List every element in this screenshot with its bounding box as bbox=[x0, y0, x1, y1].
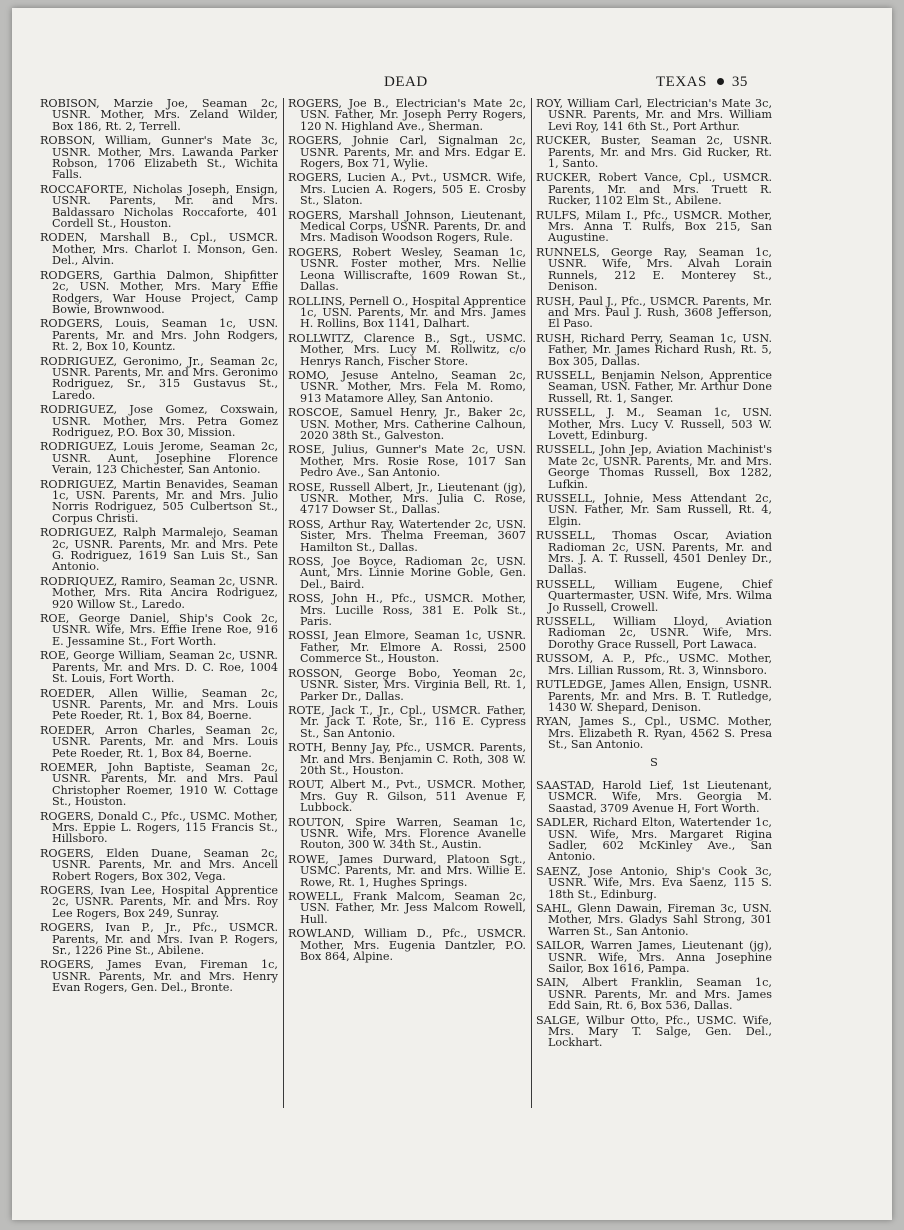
list-entry: SAENZ, Jose Antonio, Ship's Cook 3c, USNR. Wife, Mrs. Eva Saenz, 115 S. 18th St., Edinburg. bbox=[536, 864, 772, 901]
list-entry: ROSSI, Jean Elmore, Seaman 1c, USNR. Father, Mr. Elmore A. Rossi, 2500 Commerce St., Houston. bbox=[288, 629, 526, 666]
list-entry: ROSS, John H., Pfc., USMCR. Mother, Mrs. Lucille Ross, 381 E. Polk St., Paris. bbox=[288, 592, 526, 629]
list-entry: RODGERS, Louis, Seaman 1c, USN. Parents, Mr. and Mrs. John Rodgers, Rt. 2, Box 10, Kountz. bbox=[40, 317, 278, 354]
list-entry: ROSE, Julius, Gunner's Mate 2c, USN. Mother, Mrs. Rosie Rose, 1017 San Pedro Ave., San Antonio. bbox=[288, 443, 526, 480]
list-entry: ROE, George Daniel, Ship's Cook 2c, USNR. Wife, Mrs. Effie Irene Roe, 916 E. Jessamine St., Fort Worth. bbox=[40, 612, 278, 648]
list-entry: ROSCOE, Samuel Henry, Jr., Baker 2c, USN. Mother, Mrs. Catherine Calhoun, 2020 38th St., Galveston. bbox=[288, 406, 526, 442]
section-letter: S bbox=[650, 754, 658, 769]
list-entry: ROEDER, Allen Willie, Seaman 2c, USNR. Parents, Mr. and Mrs. Louis Pete Roeder, Rt. 1, Box 84, Boerne. bbox=[40, 686, 278, 723]
list-entry: ROSE, Russell Albert, Jr., Lieutenant (jg), USNR. Mother, Mrs. Julia C. Rose, 4717 Dowser St., Dallas. bbox=[288, 480, 526, 517]
list-entry: ROUT, Albert M., Pvt., USMCR. Mother, Mrs. Guy R. Gilson, 511 Avenue F, Lubbock. bbox=[288, 778, 526, 815]
list-entry: ROGERS, Marshall Johnson, Lieutenant, Medical Corps, USNR. Parents, Dr. and Mrs. Madison Woodson Rogers, Rule. bbox=[288, 208, 526, 245]
list-entry: RODRIGUEZ, Jose Gomez, Coxswain, USNR. Mother, Mrs. Petra Gomez Rodriguez, P.O. Box 30, Mission. bbox=[40, 403, 278, 439]
list-entry: ROLLINS, Pernell O., Hospital Apprentice 1c, USN. Parents, Mr. and Mrs. James H. Rollins, Box 1141, Dalhart. bbox=[288, 294, 526, 331]
list-entry: ROCCAFORTE, Nicholas Joseph, Ensign, USNR. Parents, Mr. and Mrs. Baldassaro Nicholas Roccaforte, 401 Cordell St., Houston. bbox=[40, 182, 278, 231]
list-entry: SAIN, Albert Franklin, Seaman 1c, USNR. Parents, Mr. and Mrs. James Edd Sain, Rt. 6, Box 536, Dallas. bbox=[536, 976, 772, 1013]
list-entry: RUSSELL, J. M., Seaman 1c, USN. Mother, Mrs. Lucy V. Russell, 503 W. Lovett, Edinburg. bbox=[536, 406, 772, 442]
list-entry: ROUTON, Spire Warren, Seaman 1c, USNR. Wife, Mrs. Florence Avanelle Routon, 300 W. 34th St., Austin. bbox=[288, 815, 526, 852]
column-3 bbox=[536, 98, 772, 1052]
list-entry: ROGERS, Lucien A., Pvt., USMCR. Wife, Mrs. Lucien A. Rogers, 505 E. Crosby St., Slaton. bbox=[288, 171, 526, 208]
list-entry: ROBSON, William, Gunner's Mate 3c, USNR. Mother, Mrs. Lawanda Parker Robson, 1706 Elizabeth St., Wichita Falls. bbox=[40, 134, 278, 182]
list-entry: RUSSELL, Johnie, Mess Attendant 2c, USN. Father, Mr. Sam Russell, Rt. 4, Elgin. bbox=[536, 492, 772, 528]
list-entry: RODRIGUEZ, Geronimo, Jr., Seaman 2c, USNR. Parents, Mr. and Mrs. Geronimo Rodriguez, Sr., 315 Gustavus St., Laredo. bbox=[40, 354, 278, 402]
list-entry: RUSSELL, William Lloyd, Aviation Radioman 2c, USNR. Wife, Mrs. Dorothy Grace Russell, Port Lawaca. bbox=[536, 615, 772, 651]
list-entry: ROBISON, Marzie Joe, Seaman 2c, USNR. Mother, Mrs. Zeland Wilder, Box 186, Rt. 2, Terrell. bbox=[40, 97, 278, 133]
list-entry: RUSSOM, A. P., Pfc., USMC. Mother, Mrs. Lillian Russom, Rt. 3, Winnsboro. bbox=[536, 652, 772, 677]
list-entry: RUSSELL, Thomas Oscar, Aviation Radioman 2c, USN. Parents, Mr. and Mrs. J. A. T. Russell, 4501 Denley Dr., Dallas. bbox=[536, 529, 772, 577]
state-name: TEXAS bbox=[656, 74, 707, 90]
list-entry: RUCKER, Buster, Seaman 2c, USNR. Parents, Mr. and Mrs. Gid Rucker, Rt. 1, Santo. bbox=[536, 134, 772, 171]
list-entry: ROSSON, George Bobo, Yeoman 2c, USNR. Sister, Mrs. Virginia Bell, Rt. 1, Parker Dr., Dallas. bbox=[288, 666, 526, 703]
column-divider bbox=[531, 98, 532, 1108]
list-entry: RUSSELL, Benjamin Nelson, Apprentice Seaman, USN. Father, Mr. Arthur Done Russell, Rt. 1, Sanger. bbox=[536, 368, 772, 405]
list-entry: ROWELL, Frank Malcom, Seaman 2c, USN. Father, Mr. Jess Malcom Rowell, Hull. bbox=[288, 890, 526, 926]
list-entry: RYAN, James S., Cpl., USMC. Mother, Mrs. Elizabeth R. Ryan, 4562 S. Presa St., San Antonio. bbox=[536, 715, 772, 752]
list-entry: ROTH, Benny Jay, Pfc., USMCR. Parents, Mr. and Mrs. Benjamin C. Roth, 308 W. 20th St., Houston. bbox=[288, 741, 526, 777]
bullet-icon bbox=[717, 78, 724, 85]
page-title: DEAD bbox=[384, 74, 428, 90]
list-entry: ROSS, Joe Boyce, Radioman 2c, USN. Aunt, Mrs. Linnie Morine Goble, Gen. Del., Baird. bbox=[288, 555, 526, 591]
list-entry: SAASTAD, Harold Lief, 1st Lieutenant, USMCR. Wife, Mrs. Georgia M. Saastad, 3709 Avenue H, Fort Worth. bbox=[536, 778, 772, 815]
list-entry: RUSSELL, William Eugene, Chief Quartermaster, USN. Wife, Mrs. Wilma Jo Russell, Crowell. bbox=[536, 577, 772, 614]
list-entry: ROGERS, James Evan, Fireman 1c, USNR. Parents, Mr. and Mrs. Henry Evan Rogers, Gen. Del., Bronte. bbox=[40, 958, 278, 995]
list-entry: RULFS, Milam I., Pfc., USMCR. Mother, Mrs. Anna T. Rulfs, Box 215, San Augustine. bbox=[536, 208, 772, 245]
list-entry: RODRIGUEZ, Louis Jerome, Seaman 2c, USNR. Aunt, Josephine Florence Verain, 123 Chichester, San Antonio. bbox=[40, 440, 278, 477]
list-entry: RODRIGUEZ, Ralph Marmalejo, Seaman 2c, USNR. Parents, Mr. and Mrs. Pete G. Rodriguez, 1619 San Luis St., San Antonio. bbox=[40, 526, 278, 574]
list-entry: ROTE, Jack T., Jr., Cpl., USMCR. Father, Mr. Jack T. Rote, Sr., 116 E. Cypress St., San Antonio. bbox=[288, 703, 526, 740]
list-entry: ROGERS, Johnie Carl, Signalman 2c, USNR. Parents, Mr. and Mrs. Edgar E. Rogers, Box 71, Wylie. bbox=[288, 134, 526, 171]
list-entry: SAILOR, Warren James, Lieutenant (jg), USNR. Wife, Mrs. Anna Josephine Sailor, Box 1616, Pampa. bbox=[536, 939, 772, 976]
list-entry: RUSH, Paul J., Pfc., USMCR. Parents, Mr. and Mrs. Paul J. Rush, 3608 Jefferson, El Paso. bbox=[536, 294, 772, 331]
list-entry: RODGERS, Garthia Dalmon, Shipfitter 2c, USN. Mother, Mrs. Mary Effie Rodgers, War House Project, Camp Bowie, Brownwood. bbox=[40, 268, 278, 316]
list-entry: RUCKER, Robert Vance, Cpl., USMCR. Parents, Mr. and Mrs. Truett R. Rucker, 1102 Elm St., Abilene. bbox=[536, 171, 772, 208]
list-entry: ROEDER, Arron Charles, Seaman 2c, USNR. Parents, Mr. and Mrs. Louis Pete Roeder, Rt. 1, Box 84, Boerne. bbox=[40, 723, 278, 760]
column-2 bbox=[288, 98, 526, 965]
list-entry: ROGERS, Ivan P., Jr., Pfc., USMCR. Parents, Mr. and Mrs. Ivan P. Rogers, Sr., 1226 Pine St., Abilene. bbox=[40, 921, 278, 958]
list-entry: RUNNELS, George Ray, Seaman 1c, USNR. Wife, Mrs. Alvah Lorain Runnels, 212 E. Monterey St., Denison. bbox=[536, 245, 772, 294]
list-entry: SADLER, Richard Elton, Watertender 1c, USN. Wife, Mrs. Margaret Rigina Sadler, 602 McKinley Ave., San Antonio. bbox=[536, 816, 772, 864]
list-entry: ROGERS, Ivan Lee, Hospital Apprentice 2c, USNR. Parents, Mr. and Mrs. Roy Lee Rogers, Box 249, Sunray. bbox=[40, 884, 278, 920]
list-entry: ROGERS, Joe B., Electrician's Mate 2c, USN. Father, Mr. Joseph Perry Rogers, 120 N. Highland Ave., Sherman. bbox=[288, 97, 526, 133]
list-entry: RUSH, Richard Perry, Seaman 1c, USN. Father, Mr. James Richard Rush, Rt. 5, Box 305, Dallas. bbox=[536, 331, 772, 368]
list-entry: ROY, William Carl, Electrician's Mate 3c, USNR. Parents, Mr. and Mrs. William Levi Roy, 141 6th St., Port Arthur. bbox=[536, 97, 772, 133]
list-entry: SALGE, Wilbur Otto, Pfc., USMC. Wife, Mrs. Mary T. Salge, Gen. Del., Lockhart. bbox=[536, 1013, 772, 1050]
list-entry: ROWLAND, William D., Pfc., USMCR. Mother, Mrs. Eugenia Dantzler, P.O. Box 864, Alpine. bbox=[288, 927, 526, 964]
list-entry: RODRIGUEZ, Martin Benavides, Seaman 1c, USN. Parents, Mr. and Mrs. Julio Norris Rodriguez, 505 Culbertson St., Corpus Christi. bbox=[40, 477, 278, 525]
list-entry: ROE, George William, Seaman 2c, USNR. Parents, Mr. and Mrs. D. C. Roe, 1004 St. Louis, Fort Worth. bbox=[40, 649, 278, 686]
list-entry: ROSS, Arthur Ray, Watertender 2c, USN. Sister, Mrs. Thelma Freeman, 3607 Hamilton St., Dallas. bbox=[288, 517, 526, 554]
page-header-right bbox=[656, 74, 748, 91]
list-entry: RUSSELL, John Jep, Aviation Machinist's Mate 2c, USNR. Parents, Mr. and Mrs. George Thomas Russell, Box 1282, Lufkin. bbox=[536, 443, 772, 491]
column-divider bbox=[283, 98, 284, 1108]
list-entry: SAHL, Glenn Dawain, Fireman 3c, USN. Mother, Mrs. Gladys Sahl Strong, 301 Warren St., San Antonio. bbox=[536, 902, 772, 938]
list-entry: ROEMER, John Baptiste, Seaman 2c, USNR. Parents, Mr. and Mrs. Paul Christopher Roemer, 1910 W. Cottage St., Houston. bbox=[40, 760, 278, 809]
list-entry: ROGERS, Robert Wesley, Seaman 1c, USNR. Foster mother, Mrs. Nellie Leona Williscrafte, 1609 Rowan St., Dallas. bbox=[288, 245, 526, 294]
page-number: 35 bbox=[731, 74, 748, 90]
list-entry: RODEN, Marshall B., Cpl., USMCR. Mother, Mrs. Charlot I. Monson, Gen. Del., Alvin. bbox=[40, 231, 278, 268]
list-entry: RUTLEDGE, James Allen, Ensign, USNR. Parents, Mr. and Mrs. B. T. Rutledge, 1430 W. Shepard, Denison. bbox=[536, 678, 772, 714]
list-entry: ROLLWITZ, Clarence B., Sgt., USMC. Mother, Mrs. Lucy M. Rollwitz, c/o Henrys Ranch, Fischer Store. bbox=[288, 331, 526, 368]
column-1 bbox=[40, 98, 278, 997]
list-entry: ROWE, James Durward, Platoon Sgt., USMC. Parents, Mr. and Mrs. Willie E. Rowe, Rt. 1, Hughes Springs. bbox=[288, 852, 526, 889]
list-entry: ROMO, Jesuse Antelno, Seaman 2c, USNR. Mother, Mrs. Fela M. Romo, 913 Matamore Alley, San Antonio. bbox=[288, 368, 526, 405]
list-entry: RODRIQUEZ, Ramiro, Seaman 2c, USNR. Mother, Mrs. Rita Ancira Rodriguez, 920 Willow St., Laredo. bbox=[40, 574, 278, 611]
list-entry: ROGERS, Donald C., Pfc., USMC. Mother, Mrs. Eppie L. Rogers, 115 Francis St., Hillsboro. bbox=[40, 809, 278, 846]
list-entry: ROGERS, Elden Duane, Seaman 2c, USNR. Parents, Mr. and Mrs. Ancell Robert Rogers, Box 302, Vega. bbox=[40, 846, 278, 883]
